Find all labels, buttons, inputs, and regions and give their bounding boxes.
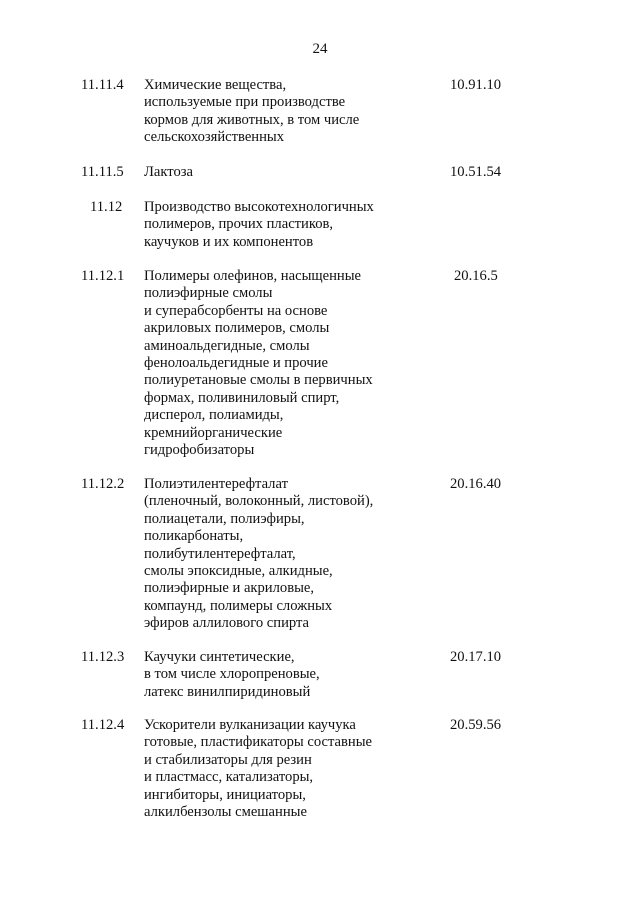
name-line: кормов для животных, в том числе: [144, 111, 360, 128]
row-name: [144, 164, 434, 181]
name-line: и суперабсорбенты на основе: [144, 302, 328, 319]
row-name: [144, 77, 434, 147]
name-line: смолы эпоксидные, алкидные,: [144, 563, 333, 580]
name-line: и стабилизаторы для резин: [144, 751, 312, 768]
name-line: поликарбонаты,: [144, 528, 244, 545]
name-line: используемые при производстве: [144, 94, 346, 111]
row-name: [144, 649, 434, 701]
name-line: ингибиторы, инициаторы,: [144, 786, 306, 803]
name-line: латекс винилпиридиновый: [144, 683, 311, 700]
row-name: [144, 717, 434, 821]
name-line: сельскохозяйственных: [144, 129, 285, 146]
name-line: полиацетали, полиэфиры,: [144, 510, 305, 527]
row-name: [144, 268, 434, 459]
name-line: аминоальдегидные, смолы: [144, 337, 310, 354]
name-line: компаунд, полимеры сложных: [144, 597, 333, 614]
name-line: гидрофобизаторы: [144, 442, 255, 459]
name-line: Ускорители вулканизации каучука: [144, 717, 356, 733]
row-code: 11.12.2: [81, 476, 125, 492]
name-line: (пленочный, волоконный, листовой),: [144, 493, 374, 510]
name-line: готовые, пластификаторы составные: [144, 734, 373, 751]
name-line: и пластмасс, катализаторы,: [144, 769, 314, 786]
row-okved-code: 20.16.40: [450, 476, 502, 492]
name-line: Каучуки синтетические,: [144, 649, 295, 665]
name-line: фенолоальдегидные и прочие: [144, 355, 328, 372]
row-code: 11.11.5: [81, 164, 124, 180]
name-line: формах, поливиниловый спирт,: [144, 389, 340, 406]
name-line: полиэфирные смолы: [144, 285, 273, 302]
row-okved-code: 10.51.54: [450, 164, 502, 180]
name-line: акриловых полимеров, смолы: [144, 320, 330, 337]
name-line: эфиров аллилового спирта: [144, 615, 310, 632]
name-line: полиуретановые смолы в первичных: [144, 372, 373, 389]
row-code: 11.12.3: [81, 649, 125, 665]
name-line: каучуков и их компонентов: [144, 233, 314, 250]
row-okved-code: 20.59.56: [450, 717, 502, 733]
name-line: в том числе хлоропреновые,: [144, 666, 320, 683]
page-number: 24: [312, 41, 328, 57]
name-line: Полимеры олефинов, насыщенные: [144, 268, 361, 284]
row-code: 11.12.4: [81, 717, 125, 733]
name-line: Полиэтилентерефталат: [144, 476, 288, 492]
name-line: Производство высокотехнологичных: [144, 199, 374, 215]
name-line: Химические вещества,: [144, 77, 287, 93]
row-okved-code: 20.17.10: [450, 649, 502, 665]
row-okved-code: 20.16.5: [454, 268, 498, 284]
name-line: полимеров, прочих пластиков,: [144, 216, 334, 233]
row-code: 11.11.4: [81, 77, 124, 93]
name-line: дисперол, полиамиды,: [144, 407, 284, 424]
row-name: [144, 199, 434, 251]
name-line: полиэфирные и акриловые,: [144, 580, 315, 597]
row-code: 11.12: [90, 199, 123, 215]
name-line: кремнийорганические: [144, 424, 283, 441]
row-code: 11.12.1: [81, 268, 125, 284]
row-name: [144, 476, 434, 633]
row-okved-code: 10.91.10: [450, 77, 502, 93]
name-line: алкилбензолы смешанные: [144, 804, 307, 821]
name-line: полибутилентерефталат,: [144, 545, 296, 562]
name-line: Лактоза: [144, 164, 193, 180]
